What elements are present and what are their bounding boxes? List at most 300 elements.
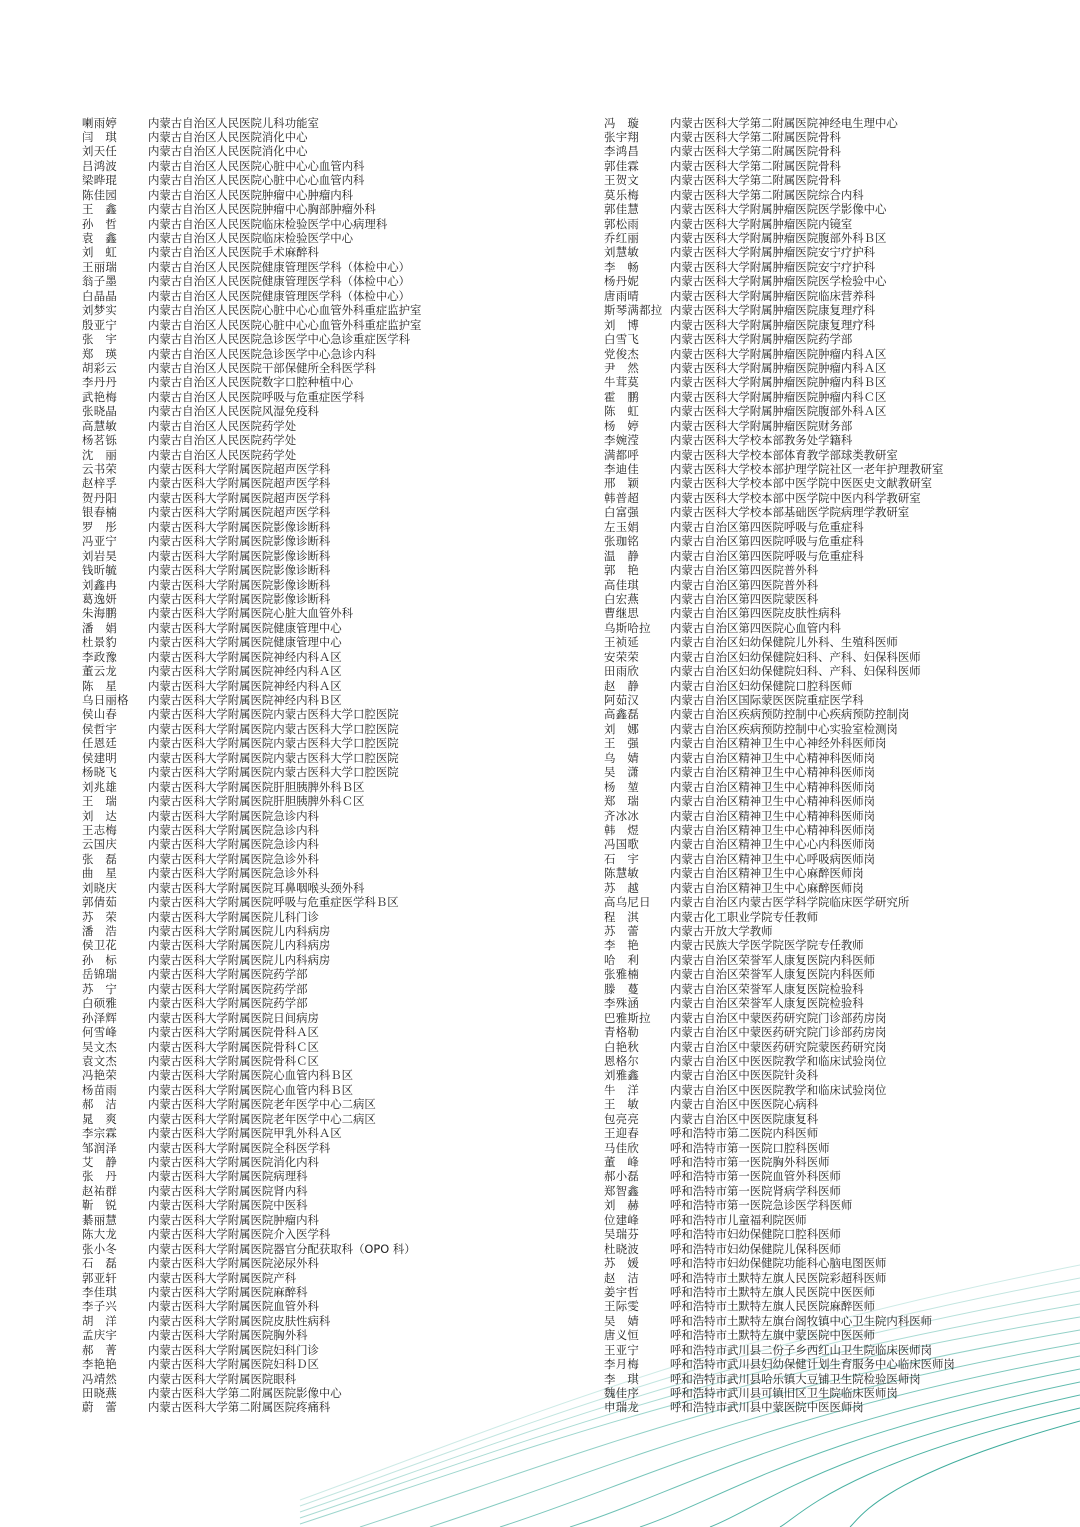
person-name: 霍 鹏: [604, 389, 640, 404]
work-unit: 内蒙古医科大学附属医院心血管内科Ｂ区: [148, 1082, 354, 1097]
work-unit: 呼和浩特市妇幼保健院口腔科医师: [670, 1227, 841, 1242]
work-unit: 内蒙古自治区人民医院风湿免疫科: [148, 404, 319, 419]
person-name: 齐冰冰: [604, 808, 640, 823]
work-unit: 内蒙古医科大学校本部体育教学部球类教研室: [670, 447, 898, 462]
roster-row: [82, 303, 582, 317]
roster-row: [82, 245, 582, 259]
person-name: 张雅楠: [604, 967, 640, 982]
person-name: 冯国歌: [604, 837, 640, 852]
work-unit: 内蒙古化工职业学院专任教师: [670, 909, 819, 924]
work-unit: 内蒙古医科大学附属医院麻醉科: [148, 1284, 308, 1299]
work-unit: 内蒙古医科大学校本部中医学院中医内科学教研室: [670, 490, 921, 505]
roster-row: [604, 289, 1064, 303]
work-unit: 内蒙古自治区中蒙医药研究院门诊部药房岗: [670, 1025, 887, 1040]
person-name: 高乌尼日: [604, 895, 651, 910]
roster-row: [82, 707, 582, 721]
person-name: 陈佳园: [82, 187, 118, 202]
person-name: 安荣荣: [604, 649, 640, 664]
work-unit: 内蒙古医科大学附属医院内蒙古医科大学口腔医院: [148, 750, 399, 765]
person-name: 侯山春: [82, 707, 118, 722]
work-unit: 内蒙古自治区精神卫生中心精神科医师岗: [670, 794, 876, 809]
roster-row: [604, 419, 1064, 433]
roster-row: [82, 664, 582, 678]
work-unit: 呼和浩特市武川县妇幼保健计划生育服务中心临床医师岗: [670, 1357, 955, 1372]
roster-row: [82, 217, 582, 231]
person-name: 银春楠: [82, 505, 118, 520]
work-unit: 内蒙古医科大学附属医院肿瘤内科: [148, 1212, 319, 1227]
roster-row: [604, 318, 1064, 332]
work-unit: 内蒙古医科大学第二附属医院骨科: [670, 173, 841, 188]
person-name: 陈 虹: [604, 404, 640, 419]
work-unit: 内蒙古医科大学附属医院呼吸与危重症医学科Ｂ区: [148, 895, 399, 910]
roster-row: [604, 1141, 1064, 1155]
person-name: 李殊涵: [604, 996, 640, 1011]
work-unit: 内蒙古医科大学附属医院骨科Ｃ区: [148, 1039, 319, 1054]
work-unit: 内蒙古自治区精神卫生中心呼吸病医师岗: [670, 851, 876, 866]
work-unit: 内蒙古医科大学附属医院急诊内科: [148, 808, 319, 823]
person-name: 张 丹: [82, 1169, 118, 1184]
person-name: 牛 洋: [604, 1082, 640, 1097]
roster-row: [604, 1025, 1064, 1039]
roster-row: [604, 1314, 1064, 1328]
person-name: 綦丽慧: [82, 1212, 118, 1227]
roster-row: [604, 592, 1064, 606]
work-unit: 内蒙古自治区荣誉军人康复医院检验科: [670, 996, 864, 1011]
person-name: 杨苗雨: [82, 1082, 118, 1097]
person-name: 杨晓飞: [82, 765, 118, 780]
roster-row: [604, 361, 1064, 375]
work-unit: 内蒙古医科大学附属医院儿内科病房: [148, 952, 331, 967]
person-name: 程 淇: [604, 909, 640, 924]
roster-row: [82, 852, 582, 866]
work-unit: 内蒙古医科大学附属医院影像诊断科: [148, 563, 331, 578]
roster-row: [82, 1155, 582, 1169]
roster-row: [604, 794, 1064, 808]
work-unit: 内蒙古医科大学附属医院产科: [148, 1270, 297, 1285]
roster-row: [604, 1112, 1064, 1126]
person-name: 刘晓庆: [82, 880, 118, 895]
work-unit: 内蒙古自治区第四医院普外科: [670, 563, 819, 578]
roster-row: [82, 621, 582, 635]
person-name: 云书荣: [82, 462, 118, 476]
work-unit: 内蒙古医科大学附属医院妇科门诊: [148, 1342, 319, 1357]
person-name: 张晓晶: [82, 404, 118, 419]
work-unit: 内蒙古医科大学附属医院影像诊断科: [148, 577, 331, 592]
roster-row: [82, 375, 582, 389]
roster-row: [82, 1068, 582, 1082]
roster-row: [604, 852, 1064, 866]
person-name: 孙 标: [82, 952, 118, 967]
person-name: 陈慧敏: [604, 866, 640, 881]
work-unit: 内蒙古自治区第四医院普外科: [670, 577, 819, 592]
work-unit: 内蒙古医科大学附属医院甲乳外科Ａ区: [148, 1126, 342, 1141]
roster-row: [82, 679, 582, 693]
person-name: 吕鸿波: [82, 158, 118, 173]
roster-row: [82, 837, 582, 851]
work-unit: 内蒙古医科大学附属医院中医科: [148, 1198, 308, 1213]
person-name: 白晶晶: [82, 288, 118, 303]
work-unit: 内蒙古自治区中医医院教学和临床试验岗位: [670, 1053, 887, 1068]
roster-row: [82, 1314, 582, 1328]
work-unit: 内蒙古医科大学附属医院内蒙古医科大学口腔医院: [148, 736, 399, 751]
roster-row: [82, 895, 582, 909]
work-unit: 呼和浩特市武川县可镇旧区卫生院临床医师岗: [670, 1386, 898, 1400]
work-unit: 内蒙古开放大学教师: [670, 924, 773, 938]
roster-row: [82, 881, 582, 895]
person-name: 温 静: [604, 548, 640, 563]
work-unit: 内蒙古自治区人民医院数字口腔种植中心: [148, 375, 354, 390]
work-unit: 内蒙古医科大学附属医院肝胆胰脾外科Ｃ区: [148, 794, 365, 809]
person-name: 郭佳霖: [604, 158, 640, 173]
person-name: 曲 星: [82, 866, 118, 881]
work-unit: 呼和浩特市儿童福利院医师: [670, 1212, 807, 1227]
work-unit: 内蒙古医科大学附属医院健康管理中心: [148, 620, 342, 635]
roster-row: [82, 1097, 582, 1111]
work-unit: 内蒙古自治区内蒙古医学科学院临床医学研究所: [670, 895, 910, 910]
roster-row: [82, 693, 582, 707]
work-unit: 呼和浩特市第一医院肾病学科医师: [670, 1183, 841, 1198]
person-name: 刘 赫: [604, 1198, 640, 1213]
work-unit: 内蒙古自治区疾病预防控制中心实验室检测岗: [670, 721, 898, 736]
work-unit: 内蒙古医科大学附属医院妇科Ｄ区: [148, 1357, 319, 1372]
person-name: 白宏燕: [604, 591, 640, 606]
person-name: 王迎春: [604, 1126, 640, 1141]
work-unit: 内蒙古医科大学附属医院药学部: [148, 981, 308, 996]
roster-row: [82, 967, 582, 981]
roster-row: [82, 1141, 582, 1155]
roster-row: [82, 433, 582, 447]
work-unit: 内蒙古医科大学附属肿瘤医院康复理疗科: [670, 303, 876, 318]
roster-row: [82, 1169, 582, 1183]
roster-row: [82, 390, 582, 404]
person-name: 王 瑞: [82, 794, 118, 809]
person-name: 白雪飞: [604, 332, 640, 347]
person-name: 郑 瑛: [82, 346, 118, 361]
person-name: 冯亚宁: [82, 534, 118, 549]
person-name: 李 琪: [604, 1371, 640, 1386]
person-name: 孙 哲: [82, 216, 118, 231]
roster-row: [604, 462, 1064, 476]
person-name: 喇雨婷: [82, 115, 118, 130]
work-unit: 呼和浩特市妇幼保健院功能科心脑电图医师: [670, 1256, 887, 1271]
work-unit: 内蒙古医科大学附属肿瘤医院财务部: [670, 418, 853, 433]
work-unit: 内蒙古自治区妇幼保健院妇科、产科、妇保科医师: [670, 649, 921, 664]
person-name: 郭 艳: [604, 563, 640, 578]
roster-row: [604, 245, 1064, 259]
person-name: 吴 婧: [604, 1313, 640, 1328]
person-name: 潘 浩: [82, 924, 118, 938]
work-unit: 内蒙古自治区人民医院健康管理医学科（体检中心）: [148, 274, 410, 289]
person-name: 王 强: [604, 736, 640, 751]
roster-row: [82, 1343, 582, 1357]
work-unit: 内蒙古医科大学第二附属医院神经电生理中心: [670, 115, 898, 130]
person-name: 田晓燕: [82, 1386, 118, 1400]
roster-row: [604, 982, 1064, 996]
person-name: 葛逸妍: [82, 591, 118, 606]
work-unit: 内蒙古医科大学附属肿瘤医院安宁疗护科: [670, 259, 876, 274]
person-name: 青格勒: [604, 1025, 640, 1040]
roster-row: [82, 924, 582, 938]
person-name: 董 峰: [604, 1155, 640, 1169]
roster-row: [604, 549, 1064, 563]
person-name: 张宇翔: [604, 129, 640, 144]
work-unit: 内蒙古医科大学附属医院影像诊断科: [148, 519, 331, 534]
roster-row: [82, 491, 582, 505]
work-unit: 内蒙古自治区人民医院健康管理医学科（体检中心）: [148, 288, 410, 303]
work-unit: 内蒙古医科大学附属肿瘤医院肿瘤内科Ｂ区: [670, 375, 887, 390]
work-unit: 内蒙古医科大学附属医院全科医学科: [148, 1140, 331, 1155]
work-unit: 内蒙古自治区精神卫生中心神经外科医师岗: [670, 736, 887, 751]
roster-row: [604, 895, 1064, 909]
work-unit: 呼和浩特市妇幼保健院儿保科医师: [670, 1241, 841, 1256]
person-name: 袁文杰: [82, 1053, 118, 1068]
person-name: 杜景豹: [82, 635, 118, 650]
work-unit: 内蒙古医科大学附属医院神经内科Ａ区: [148, 678, 342, 693]
work-unit: 内蒙古自治区第四医院蒙医科: [670, 591, 819, 606]
person-name: 沈 丽: [82, 447, 118, 462]
roster-row: [82, 1372, 582, 1386]
person-name: 高佳琪: [604, 577, 640, 592]
roster-row: [82, 1299, 582, 1313]
work-unit: 内蒙古医科大学附属肿瘤医院临床营养科: [670, 288, 876, 303]
work-unit: 内蒙古自治区妇幼保健院儿外科、生殖科医师: [670, 635, 898, 650]
work-unit: 内蒙古医科大学附属医院药学部: [148, 967, 308, 982]
work-unit: 内蒙古自治区人民医院药学处: [148, 447, 297, 462]
work-unit: 呼和浩特市土默特左旗人民医院中医医师: [670, 1284, 876, 1299]
person-name: 岳锦瑞: [82, 967, 118, 982]
work-unit: 内蒙古自治区精神卫生中心麻醉医师岗: [670, 880, 864, 895]
work-unit: 内蒙古医科大学附属医院介入医学科: [148, 1227, 331, 1242]
work-unit: 内蒙古医科大学附属医院心脏大血管外科: [148, 606, 354, 621]
person-name: 吴 潇: [604, 765, 640, 780]
work-unit: 内蒙古医科大学附属医院神经内科Ｂ区: [148, 693, 342, 707]
work-unit: 内蒙古自治区精神卫生中心心内科医师岗: [670, 837, 876, 852]
work-unit: 内蒙古医科大学第二附属医院骨科: [670, 129, 841, 144]
person-name: 刘岩昊: [82, 548, 118, 563]
person-name: 李鸿昌: [604, 144, 640, 159]
person-name: 巴雅斯拉: [604, 1010, 651, 1025]
roster-row: [82, 130, 582, 144]
work-unit: 内蒙古医科大学附属医院胸外科: [148, 1328, 308, 1343]
roster-row: [604, 1068, 1064, 1082]
person-name: 刘 达: [82, 808, 118, 823]
roster-row: [604, 563, 1064, 577]
roster-row: [82, 549, 582, 563]
person-name: 田雨欣: [604, 664, 640, 679]
person-name: 王贺文: [604, 173, 640, 188]
roster-row: [604, 173, 1064, 187]
roster-row: [604, 910, 1064, 924]
roster-row: [82, 462, 582, 476]
roster-row: [82, 1227, 582, 1241]
roster-row: [82, 1054, 582, 1068]
work-unit: 内蒙古自治区中医医院针灸科: [670, 1068, 819, 1083]
work-unit: 内蒙古自治区精神卫生中心精神科医师岗: [670, 779, 876, 794]
person-name: 何雪峰: [82, 1025, 118, 1040]
person-name: 杜晓波: [604, 1241, 640, 1256]
work-unit: 内蒙古医科大学附属医院神经内科Ａ区: [148, 649, 342, 664]
roster-row: [604, 217, 1064, 231]
roster-row: [82, 1271, 582, 1285]
person-name: 张珈铭: [604, 534, 640, 549]
person-name: 李 艳: [604, 938, 640, 953]
work-unit: 呼和浩特市土默特左旗人民医院彩超科医师: [670, 1270, 887, 1285]
work-unit: 内蒙古医科大学附属肿瘤医院医学检验中心: [670, 274, 887, 289]
roster-row: [604, 650, 1064, 664]
roster-row: [604, 448, 1064, 462]
roster-row: [82, 347, 582, 361]
work-unit: 内蒙古医科大学附属医院急诊外科: [148, 851, 319, 866]
person-name: 王 鑫: [82, 202, 118, 217]
roster-row: [82, 1213, 582, 1227]
person-name: 满都呼: [604, 447, 640, 462]
work-unit: 内蒙古自治区人民医院临床检验医学中心: [148, 231, 354, 245]
person-name: 冯 璇: [604, 115, 640, 130]
work-unit: 内蒙古自治区荣誉军人康复医院内科医师: [670, 967, 876, 982]
person-name: 马佳欣: [604, 1140, 640, 1155]
person-name: 乌斯哈拉: [604, 620, 651, 635]
person-name: 刘 虹: [82, 245, 118, 260]
person-name: 苏 宁: [82, 981, 118, 996]
work-unit: 内蒙古医科大学附属医院神经内科Ａ区: [148, 664, 342, 679]
person-name: 赵 洁: [604, 1270, 640, 1285]
roster-row: [82, 505, 582, 519]
person-name: 刘鑫冉: [82, 577, 118, 592]
roster-row: [82, 361, 582, 375]
work-unit: 内蒙古自治区妇幼保健院妇科、产科、妇保科医师: [670, 664, 921, 679]
person-name: 赵 静: [604, 678, 640, 693]
work-unit: 内蒙古医科大学附属医院健康管理中心: [148, 635, 342, 650]
person-name: 滕 蔓: [604, 981, 640, 996]
roster-row: [604, 621, 1064, 635]
person-name: 唐义恒: [604, 1328, 640, 1343]
roster-row: [604, 809, 1064, 823]
person-name: 孙泽辉: [82, 1010, 118, 1025]
person-name: 郑智鑫: [604, 1183, 640, 1198]
work-unit: 内蒙古医科大学附属医院心血管内科Ｂ区: [148, 1068, 354, 1083]
roster-row: [82, 188, 582, 202]
roster-row: [82, 635, 582, 649]
work-unit: 内蒙古医科大学附属肿瘤医院内镜室: [670, 216, 853, 231]
roster-row: [82, 476, 582, 490]
person-name: 李佳琪: [82, 1284, 118, 1299]
person-name: 赵梓孚: [82, 476, 118, 491]
roster-row: [604, 765, 1064, 779]
work-unit: 呼和浩特市土默特左旗人民医院麻醉医师: [670, 1299, 876, 1314]
work-unit: 内蒙古医科大学附属医院日间病房: [148, 1010, 319, 1025]
work-unit: 内蒙古自治区精神卫生中心精神科医师岗: [670, 822, 876, 837]
work-unit: 内蒙古自治区中医医院教学和临床试验岗位: [670, 1082, 887, 1097]
person-name: 陈大龙: [82, 1227, 118, 1242]
work-unit: 内蒙古医科大学第二附属医院骨科: [670, 158, 841, 173]
person-name: 刘 娜: [604, 721, 640, 736]
person-name: 杨丹妮: [604, 274, 640, 289]
work-unit: 内蒙古医科大学附属医院肝胆胰脾外科Ｂ区: [148, 779, 365, 794]
work-unit: 内蒙古医科大学附属肿瘤医院腹部外科Ｂ区: [670, 231, 887, 245]
work-unit: 内蒙古医科大学附属医院骨科Ａ区: [148, 1025, 319, 1040]
person-name: 乌日丽格: [82, 693, 129, 707]
work-unit: 内蒙古医科大学附属医院老年医学中心二病区: [148, 1111, 376, 1126]
roster-row: [82, 173, 582, 187]
roster-row: [82, 318, 582, 332]
roster-row: [82, 809, 582, 823]
person-name: 李 畅: [604, 259, 640, 274]
roster-row: [604, 332, 1064, 346]
work-unit: 内蒙古医科大学附属医院内蒙古医科大学口腔医院: [148, 765, 399, 780]
person-name: 刘雅鑫: [604, 1068, 640, 1083]
work-unit: 内蒙古自治区第四医院呼吸与危重症科: [670, 534, 864, 549]
roster-row: [604, 1400, 1064, 1414]
person-name: 王志梅: [82, 822, 118, 837]
work-unit: 内蒙古自治区人民医院急诊医学中心急诊重症医学科: [148, 332, 410, 347]
person-name: 姜宇哲: [604, 1284, 640, 1299]
work-unit: 呼和浩特市土默特左旗中蒙医院中医医师: [670, 1328, 876, 1343]
work-unit: 内蒙古医科大学第二附属医院影像中心: [148, 1386, 342, 1400]
work-unit: 内蒙古自治区人民医院干部保健所全科医学科: [148, 360, 376, 375]
person-name: 赵祐群: [82, 1183, 118, 1198]
work-unit: 内蒙古医科大学第二附属医院骨科: [670, 144, 841, 159]
roster-row: [82, 722, 582, 736]
work-unit: 内蒙古医科大学校本部基础医学院病理学教研室: [670, 505, 910, 520]
roster-row: [604, 1386, 1064, 1400]
person-name: 白硕雅: [82, 996, 118, 1011]
work-unit: 内蒙古自治区人民医院呼吸与危重症医学科: [148, 389, 365, 404]
work-unit: 内蒙古医科大学附属医院超声医学科: [148, 462, 331, 476]
person-name: 钱昕毓: [82, 563, 118, 578]
person-name: 朱海鹏: [82, 606, 118, 621]
roster-row: [604, 303, 1064, 317]
person-name: 杨茗铄: [82, 433, 118, 448]
work-unit: 内蒙古医科大学附属医院肾内科: [148, 1183, 308, 1198]
roster-row: [82, 1400, 582, 1414]
work-unit: 呼和浩特市第二医院内科医师: [670, 1126, 819, 1141]
roster-row: [604, 144, 1064, 158]
person-name: 位建峰: [604, 1212, 640, 1227]
work-unit: 内蒙古自治区妇幼保健院口腔科医师: [670, 678, 853, 693]
work-unit: 内蒙古自治区中医医院康复科: [670, 1111, 819, 1126]
work-unit: 内蒙古医科大学附属医院影像诊断科: [148, 534, 331, 549]
work-unit: 内蒙古自治区第四医院呼吸与危重症科: [670, 548, 864, 563]
work-unit: 内蒙古医科大学附属医院药学部: [148, 996, 308, 1011]
roster-row: [82, 1184, 582, 1198]
work-unit: 内蒙古自治区荣誉军人康复医院检验科: [670, 981, 864, 996]
work-unit: 内蒙古医科大学附属医院泌尿外科: [148, 1256, 319, 1271]
work-unit: 内蒙古医科大学附属肿瘤医院腹部外科Ａ区: [670, 404, 887, 419]
person-name: 包亮亮: [604, 1111, 640, 1126]
person-name: 唐雨晴: [604, 288, 640, 303]
work-unit: 内蒙古医科大学附属医院急诊内科: [148, 837, 319, 852]
work-unit: 内蒙古医科大学附属医院器官分配获取科（OPO 科）: [148, 1241, 416, 1256]
person-name: 杨 婷: [604, 418, 640, 433]
person-name: 苏 荣: [82, 909, 118, 924]
roster-row: [604, 130, 1064, 144]
person-name: 左玉娟: [604, 519, 640, 534]
person-name: 李子兴: [82, 1299, 118, 1314]
roster-row: [604, 390, 1064, 404]
person-name: 郝小磊: [604, 1169, 640, 1184]
roster-row: [82, 1357, 582, 1371]
roster-row: [82, 996, 582, 1010]
person-name: 石 磊: [82, 1256, 118, 1271]
work-unit: 内蒙古自治区人民医院肿瘤中心肿瘤内科: [148, 187, 354, 202]
person-name: 哈 利: [604, 952, 640, 967]
person-name: 阿茹汉: [604, 693, 640, 707]
roster-row: [604, 1242, 1064, 1256]
work-unit: 内蒙古医科大学附属医院眼科: [148, 1371, 297, 1386]
roster-row: [604, 433, 1064, 447]
person-name: 云国庆: [82, 837, 118, 852]
person-name: 侯卫花: [82, 938, 118, 953]
